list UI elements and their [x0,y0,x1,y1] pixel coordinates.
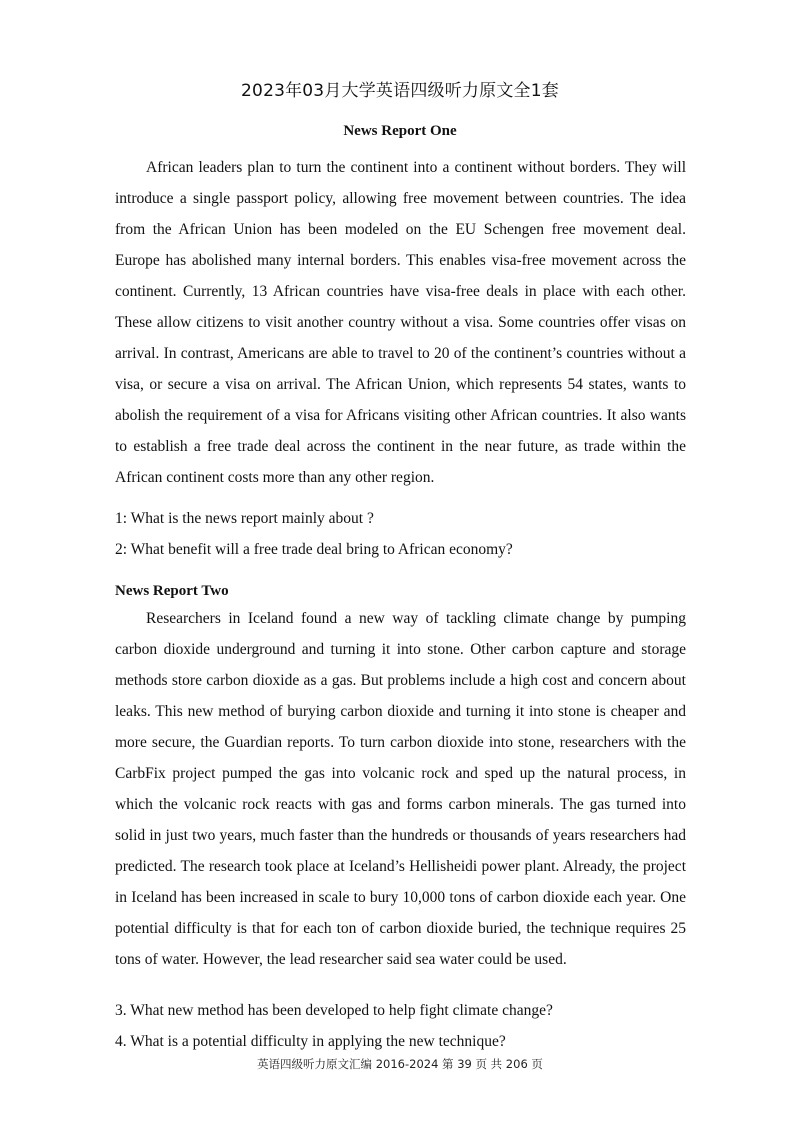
document-title: 2023年03月大学英语四级听力原文全1套 [241,81,559,101]
news-report-two-paragraph: Researchers in Iceland found a new way of tackling climate change by pumping carbon dioxide underground and turning it into stone. Other carbon capture and storage methods store carbon dioxide as a gas. But problems include a high cost and concern about leaks. This new method of burying carbon dioxide and turning it into stone is cheaper and more secure, the Guardian reports. To turn carbon dioxide into stone, researchers with the CarbFix project pumped the gas into volcanic rock and sped up the natural process, in which the volcanic rock reacts with gas and forms carbon minerals. The gas turned into solid in just two years, much faster than the hundreds or thousands of years researchers had predicted. The research took place at Iceland’s Hellisheidi power plant. Already, the project in Iceland has been increased in scale to bury 10,000 tons of carbon dioxide each year. One potential difficulty is that for each ton of carbon dioxide buried, the technique requires 25 tons of water. However, the lead researcher said sea water could be used. [115,610,686,968]
question-3: 3. What new method has been developed to help fight climate change? [115,1002,553,1019]
section-heading-news-report-two: News Report Two [115,583,229,599]
section-heading-news-report-one: News Report One [343,123,457,139]
question-4: 4. What is a potential difficulty in applying the new technique? [115,1033,506,1050]
news-report-one-paragraph: African leaders plan to turn the continent into a continent without borders. They will introduce a single passport policy, allowing free movement between countries. The idea from the African Union has been modeled on the EU Schengen free movement deal. Europe has abolished many internal borders. This enables visa-free movement across the continent. Currently, 13 African countries have visa-free deals in place with each other. These allow citizens to visit another country without a visa. Some countries offer visas on arrival. In contrast, Americans are able to travel to 20 of the continent’s countries without a visa, or secure a visa on arrival. The African Union, which represents 54 states, wants to abolish the requirement of a visa for Africans visiting other African countries. It also wants to establish a free trade deal across the continent in the near future, as trade within the African continent costs more than any other region. [115,159,686,486]
page-footer: 英语四级听力原文汇编 2016-2024 第 39 页 共 206 页 [257,1057,543,1071]
question-2: 2: What benefit will a free trade deal bring to African economy? [115,541,513,558]
question-1: 1: What is the news report mainly about ? [115,510,374,527]
